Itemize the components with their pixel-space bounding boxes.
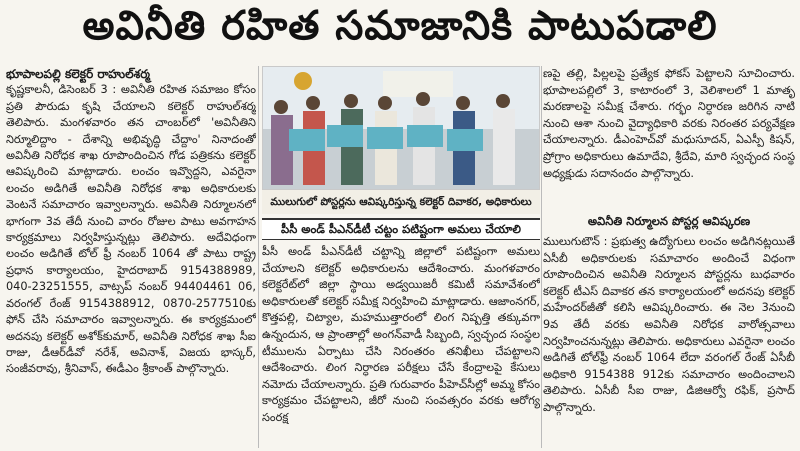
news-photo [262, 66, 540, 190]
column-rule [258, 66, 259, 448]
article-pc-pndt-act: పీసీ అండ్ పీఎన్‌డీటీ చట్టాన్ని జిల్లాలో పటిష్టంగా అమలు చేయాలని కలెక్టర్ అధికారులను ఆదేశించారు. మంగళవారం కలెక్టరేట్‌లో జిల్లా స్థాయి అడ్వయిజరీ కమిటీ సమావేశంలో అధికారులతో కలెక్టర్ సమీక్ష నిర్వహించి మాట్లాడారు. ఆజాంనగర్, కొత్తపల్లి, చిట్యాల, మహముత్తారంలో లింగ నిష్పత్తి తక్కువగా ఉన్నందున, ఆ ప్రాంతాల్లో అంగన్‌వాడీ సిబ్బంది, స్వచ్ఛంద సంస్థల టీములను ఏర్పాటు చేసి నిరంతరం తనిఖీలు చేపట్టాలని ఆదేశించారు. లింగ నిర్ధారణ పరీక్షలు చేసే కేంద్రాలపై కేసులు నమోదు చేయాలన్నారు. ప్రతి గురువారం పీహెచ్‌సీల్లో అమ్మ కోసం కార్యక్రమం చేపట్టాలని, జీరో నుంచి సంవత్సరం వరకు ఆరోగ్య సంరక్ష [262, 245, 540, 424]
article-body: కృష్ణకాలనీ, డిసెంబర్ 3 : అవినీతి రహిత సమాజం కోసం ప్రతి పౌరుడు కృషి చేయాలని కలెక్టర్ రాహుల్‌శర్మ తెలిపారు. మంగళవారం తన చాంబర్‌లో 'అవినీతిని నిర్మూలిద్దాం - దేశాన్ని అభివృద్ధి చేద్దాం' నినాదంతో అవినీతి నిరోధక శాఖ రూపొందించిన గోడ పత్రికను కలెక్టర్ ఆవిష్కరించి మాట్లాడారు. లంచం ఇవ్వొద్దని, ఎవరైనా లంచం అడిగితే అవినీతి నిరోధక శాఖ అధికారులకు వెంటనే సమాచారం ఇవ్వాలన్నారు. అవినీతి నిర్మూలనలో భాగంగా 3వ తేదీ నుంచి వారం రోజుల పాటు అవగాహన కార్యక్రమాలు నిర్వహిస్తున్నట్లు తెలిపారు. అదేవిధంగా లంచం అడిగితే టోల్ ఫ్రీ నంబర్ 1064 తో పాటు రాష్ట్ర ప్రధాన కార్యాలయం, హైదరాబాద్ 9154388989, 040-23251555, వాట్సప్ నంబర్ 94404461 06, వరంగల్ రేంజ్ 9154388912, 0870-2577510కు ఫోన్ చేసి సమాచారం ఇవ్వాలన్నారు. ఈ కార్యక్రమంలో అదనపు కలెక్టర్ అశోక్‌కుమార్, అవినీతి నిరోధక శాఖ సీఐ రాజు, డీఆర్‌డీవో నరేశ్, అవినాశ్, విజయ భాస్కర్, సంజీవరావు, శ్రీనివాస్, ఈడీఎం శ్రీకాంత్ పాల్గొన్నారు. [6, 83, 256, 376]
article-subheading: పీసీ అండ్ పీఎన్‌డీటీ చట్టం పటిష్టంగా అమలు చేయాలి [262, 218, 540, 240]
article-pc-pndt-continued: ణపై తల్లి, పిల్లలపై ప్రత్యేక ఫోకస్ పెట్టాలని సూచించారు. భూపాలపల్లిలో 3, కాటారంలో 3, వెలిశాలలో 1 మాతృ మరణాలపై సమీక్ష చేశారు. గర్భం నిర్ధారణ జరిగిన నాటి నుంచి ఆశా నుంచి వైద్యాధికారి వరకు నిరంతర పర్యవేక్షణ చేయాలన్నారు. డీఎంహెచ్‌వో మధుసూదన్, ఏఎస్పీ కిషన్, ప్రోగ్రాం అధికారులు ఉమాదేవి, శ్రీదేవి, మారి స్వచ్ఛంద సంస్థ అధ్యక్షుడు సదానందం పాల్గొన్నారు. [543, 67, 795, 180]
article-subheading: అవినీతి నిర్మూలన పోస్టర్ల ఆవిష్కరణ [587, 214, 751, 228]
article-anti-corruption-posters: ములుగుటౌన్ : ప్రభుత్వ ఉద్యోగులు లంచం అడిగినట్లయితే ఏసీబీ అధికారులకు సమాచారం అందించే విధంగా రూపొందించిన అవినీతి నిర్మూలన పోస్టర్లను బుధవారం కలెక్టర్ టీఎస్ దివాకర తన కార్యాలయంలో అదనపు కలెక్టర్ మహేందర్‌జీతో కలిసి ఆవిష్కరించారు. ఈ నెల 3నుంచి 9వ తేదీ వరకు అవినీతి నిరోధక వారోత్సవాలు నిర్వహించనున్నట్లు తెలిపారు. అధికారులు ఎవరైనా లంచం అడిగితే టోల్‌ఫ్రీ నంబర్ 1064 లేదా వరంగల్ రేంజ్ ఏసీబీ అధికారి 9154388 912కు సమాచారం అందించాలని తెలిపారు. ఏసీబీ సీఐ రాజు, డిజిఆర్వో రఫిక్, ప్రసాద్ పాల్గొన్నారు. [543, 235, 795, 414]
photo-illustration [263, 67, 540, 190]
column-rule [541, 66, 542, 448]
news-photo-block [262, 66, 540, 218]
headline: అవినీతి రహిత సమాజానికి పాటుపడాలి [82, 3, 718, 49]
article-byline: భూపాలపల్లి కలెక్టర్ రాహుల్‌శర్మ [6, 67, 150, 81]
photo-caption: ములుగులో పోస్టర్లను ఆవిష్కరిస్తున్న కలెక్టర్ దివాకర, అధికారులు [262, 190, 540, 214]
article-collector-rahul-sharma [6, 66, 256, 448]
